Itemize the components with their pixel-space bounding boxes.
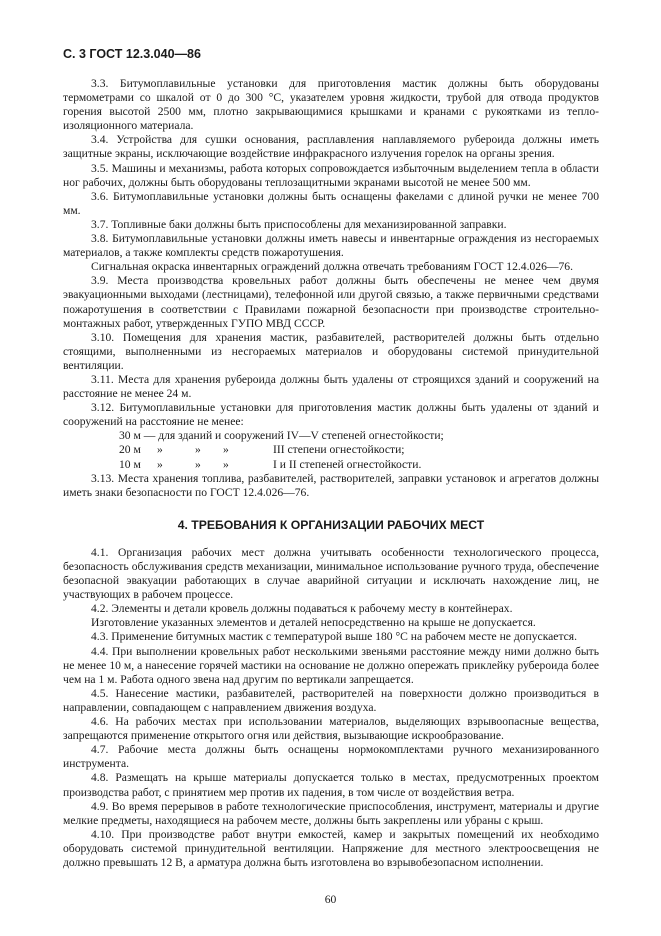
ditto-mark: » [223,443,229,457]
paragraph-3-13: 3.13. Места хранения топлива, разбавителей, растворителей, заправки установок и агрегатов должны иметь знаки безопасности по ГОСТ 12.4.026—76. [63,471,599,499]
ditto-mark: » [157,457,163,471]
paragraph-4-10: 4.10. При производстве работ внутри емкостей, камер и закрытых помещений их необходимо оборудовать системой принудительной вентиляции. Напряжение для местного электроосвещения не должно превышать 12 В, а арматура должна быть изготовлена во взрывобезопасном исполнении. [63,827,599,869]
paragraph-4-2-note: Изготовление указанных элементов и деталей непосредственно на крыше не допускается. [91,616,536,630]
paragraph-3-10: 3.10. Помещения для хранения мастик, разбавителей, растворителей должны быть отдельно стоящими, выполненными из несгораемых материалов и оборудованы системой принудительной вентиляции. [63,330,599,372]
page-number: 60 [324,893,337,906]
distance-value: 10 м [119,457,141,471]
fire-resistance-degree: III степени огнестойкости; [273,443,405,457]
ditto-mark: » [157,443,163,457]
paragraph-4-7: 4.7. Рабочие места должны быть оснащены нормокомплектами ручного механизированного инструмента. [63,743,599,771]
distance-value: 20 м [119,443,141,457]
paragraph-3-12: 3.12. Битумоплавильные установки для приготовления мастик должны быть удалены от зданий и сооружений на расстояние не менее: [63,401,599,429]
page-header: С. 3 ГОСТ 12.3.040—86 [63,47,201,61]
paragraph-3-9: 3.9. Места производства кровельных работ должны быть обеспечены не менее чем двумя эвакуационными выходами (лестницами), телефонной или другой связью, а также первичными средствами пожаротушения в соответствии с Правилами пожарной безопасности при производстве строительно-монтажных работ, утвержденных ГУПО МВД СССР. [63,274,599,330]
paragraph-4-1: 4.1. Организация рабочих мест должна учитывать особенности технологического процесса, безопасность обслуживания средств механизации, минимальное использование ручного труда, обеспечение безопасной эвакуации работающих в случае аварийной ситуации и исключать нахождение лиц, не участвующих в рабочем процессе. [63,545,599,602]
paragraph-3-4: 3.4. Устройства для сушки основания, расплавления наплавляемого рубероида должны иметь защитные экраны, исключающие воздействие инфракрасного излучения горелок на органы зрения. [63,133,599,161]
paragraph-4-6: 4.6. На рабочих местах при использовании материалов, выделяющих взрывоопасные вещества, запрещаются применение открытого огня или действия, вызывающие искрообразование. [63,715,599,743]
distance-row-30 [63,429,599,443]
paragraph-3-3: 3.3. Битумоплавильные установки для приготовления мастик должны быть оборудованы термометрами со шкалой от 0 до 300 °С, указателем уровня жидкости, трубой для отвода продуктов горения высотой 2500 мм, плотно закрывающимися крышками и кранами с рукоятками из теплоизоляционного материала. [63,77,599,133]
distance-row-text: 30 м — для зданий и сооружений IV—V степеней огнестойкости; [119,429,444,443]
paragraph-4-3: 4.3. Применение битумных мастик с температурой выше 180 °С на рабочем месте не допускается. [91,630,578,644]
paragraph-3-6: 3.6. Битумоплавильные установки должны быть оснащены факелами с длиной ручки не менее 700 мм. [63,189,599,217]
paragraph-3-11: 3.11. Места для хранения рубероида должны быть удалены от строящихся зданий и сооружений на расстояние не менее 24 м. [63,372,599,401]
ditto-mark: » [223,457,229,471]
document-body [63,77,599,870]
section-4-title: 4. ТРЕБОВАНИЯ К ОРГАНИЗАЦИИ РАБОЧИХ МЕСТ [177,517,485,532]
fire-resistance-degree: I и II степеней огнестойкости. [273,457,422,471]
paragraph-4-4: 4.4. При выполнении кровельных работ несколькими звеньями расстояние между ними должно быть не менее 10 м, а нанесение горячей мастики на основание не должно опережать приклейку рубероида более чем на 1 м. Работа одного звена над другим по вертикали запрещается. [63,644,599,686]
paragraph-4-9: 4.9. Во время перерывов в работе технологические приспособления, инструмент, материалы и другие мелкие предметы, находящиеся на рабочем месте, должны быть закреплены или убраны с крыш. [63,799,599,827]
distance-list [63,429,599,471]
distance-row-10 [63,458,599,472]
paragraph-3-8: 3.8. Битумоплавильные установки должны иметь навесы и инвентарные ограждения из несгораемых материалов, а также комплекты средств пожаротушения. [63,232,599,260]
ditto-mark: » [195,443,201,457]
ditto-mark: » [195,457,201,471]
paragraph-3-5: 3.5. Машины и механизмы, работа которых сопровождается избыточным выделением тепла в области ног рабочих, должны быть оборудованы теплозащитными экранами высотой не менее 500 мм. [63,161,599,189]
paragraph-3-7: 3.7. Топливные баки должны быть приспособлены для механизированной заправки. [91,217,507,231]
distance-row-20 [63,443,599,457]
paragraph-signal-color: Сигнальная окраска инвентарных ограждений должна отвечать требованиям ГОСТ 12.4.026—76. [91,260,573,274]
paragraph-4-2: 4.2. Элементы и детали кровель должны подаваться к рабочему месту в контейнерах. [91,602,513,616]
paragraph-4-8: 4.8. Размещать на крыше материалы допускается только в местах, предусмотренных проектом производства работ, с принятием мер против их падения, в том числе от воздействия ветра. [63,771,599,799]
paragraph-4-5: 4.5. Нанесение мастики, разбавителей, растворителей на поверхности должно производиться в направлении, совпадающем с направлением движения воздуха. [63,686,599,714]
